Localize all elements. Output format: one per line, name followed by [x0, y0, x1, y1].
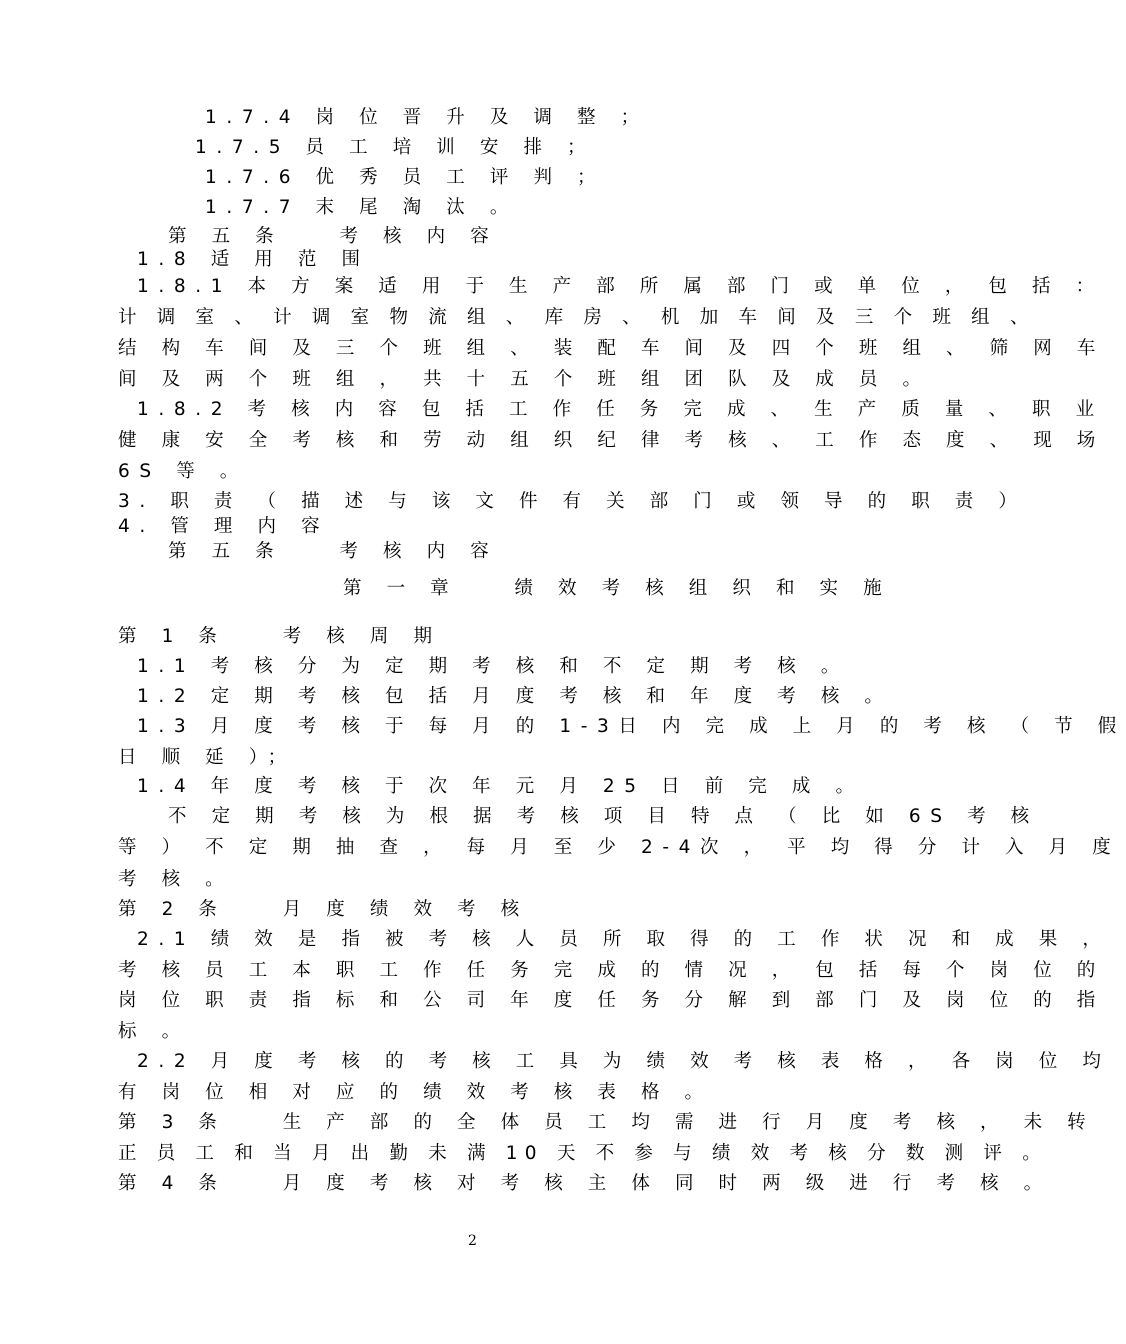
- text-line-1-8-2: 1.8.2 考 核 内 容 包 括 工 作 任 务 完 成 、 生 产 质 量 、 职 业: [137, 399, 1104, 420]
- text-line-irregular-3: 考 核 。: [118, 869, 234, 890]
- article-3-heading: 第 3 条 生 产 部 的 全 体 员 工 均 需 进 行 月 度 考 核 ， 未 转: [118, 1112, 1096, 1133]
- text-line-1-7-6: 1.7.6 优 秀 员 工 评 判 ；: [205, 167, 606, 188]
- text-line-management: 4. 管 理 内 容: [118, 516, 330, 537]
- text-line-2-1-cont-3: 标 。: [118, 1021, 190, 1042]
- text-line-1-8-1: 1.8.1 本 方 案 适 用 于 生 产 部 所 属 部 门 或 单 位 ， 包 括 ：: [137, 276, 1104, 297]
- section-heading-article-5: 第 五 条 考 核 内 容: [168, 226, 499, 247]
- article-2-heading: 第 2 条 月 度 绩 效 考 核: [118, 899, 529, 920]
- text-line-scope-1: 计 调 室 、 计 调 室 物 流 组 、 库 房 、 机 加 车 间 及 三 个 班 组 、: [118, 307, 1036, 328]
- text-line-1-7-5: 1.7.5 员 工 培 训 安 排 ；: [195, 137, 596, 158]
- text-line-1-1: 1.1 考 核 分 为 定 期 考 核 和 不 定 期 考 核 。: [137, 656, 849, 677]
- section-heading-article-5-repeat: 第 五 条 考 核 内 容: [168, 541, 499, 562]
- text-line-1-3-cont: 日 顺 延 ）；: [118, 747, 296, 768]
- text-line-1-2: 1.2 定 期 考 核 包 括 月 度 考 核 和 年 度 考 核 。: [137, 686, 893, 707]
- text-line-2-1-cont-1: 考 核 员 工 本 职 工 作 任 务 完 成 的 情 况 ， 包 括 每 个 岗 位 的: [118, 960, 1105, 981]
- article-1-heading: 第 1 条 考 核 周 期: [118, 626, 442, 647]
- text-line-responsibilities: 3. 职 责 （ 描 述 与 该 文 件 有 关 部 门 或 领 导 的 职 责 ）: [118, 491, 1027, 512]
- text-line-2-2: 2.2 月 度 考 核 的 考 核 工 具 为 绩 效 考 核 表 格 ， 各 岗 位 均: [137, 1051, 1111, 1072]
- article-4-heading: 第 4 条 月 度 考 核 对 考 核 主 体 同 时 两 级 进 行 考 核 。: [118, 1173, 1052, 1194]
- text-line-irregular-1: 不 定 期 考 核 为 根 据 考 核 项 目 特 点 （ 比 如 6S 考 核: [168, 806, 1039, 827]
- text-line-2-1: 2.1 绩 效 是 指 被 考 核 人 员 所 取 得 的 工 作 状 况 和 成 果 ，: [137, 929, 1111, 950]
- text-line-1-7-7: 1.7.7 末 尾 淘 汰 。: [205, 197, 518, 218]
- text-line-2-2-cont: 有 岗 位 相 对 应 的 绩 效 考 核 表 格 。: [118, 1082, 713, 1103]
- text-line-content-1: 健 康 安 全 考 核 和 劳 动 组 织 纪 律 考 核 、 工 作 态 度 、 现 场: [118, 430, 1105, 451]
- page-number: 2: [468, 1233, 477, 1249]
- text-line-scope-3: 间 及 两 个 班 组 ， 共 十 五 个 班 组 团 队 及 成 员 。: [118, 369, 931, 390]
- text-line-scope-2: 结 构 车 间 及 三 个 班 组 、 装 配 车 间 及 四 个 班 组 、 筛 网 车: [118, 338, 1105, 359]
- text-line-1-4: 1.4 年 度 考 核 于 次 年 元 月 25 日 前 完 成 。: [137, 776, 864, 797]
- text-line-1-8: 1.8 适 用 范 围: [137, 249, 370, 270]
- text-line-2-1-cont-2: 岗 位 职 责 指 标 和 公 司 年 度 任 务 分 解 到 部 门 及 岗 位 的 指: [118, 990, 1105, 1011]
- text-line-content-2: 6S 等 。: [118, 461, 248, 482]
- chapter-title: 第 一 章 绩 效 考 核 组 织 和 实 施: [343, 578, 892, 599]
- text-line-1-3: 1.3 月 度 考 核 于 每 月 的 1-3日 内 完 成 上 月 的 考 核 （ 节 假: [137, 716, 1126, 737]
- text-line-irregular-2: 等 ） 不 定 期 抽 查 ， 每 月 至 少 2-4次 ， 平 均 得 分 计 入 月 度: [118, 837, 1121, 858]
- text-line-article-3-cont: 正 员 工 和 当 月 出 勤 未 满 10 天 不 参 与 绩 效 考 核 分 数 测 评 。: [118, 1143, 1048, 1164]
- text-line-1-7-4: 1.7.4 岗 位 晋 升 及 调 整 ；: [205, 107, 649, 128]
